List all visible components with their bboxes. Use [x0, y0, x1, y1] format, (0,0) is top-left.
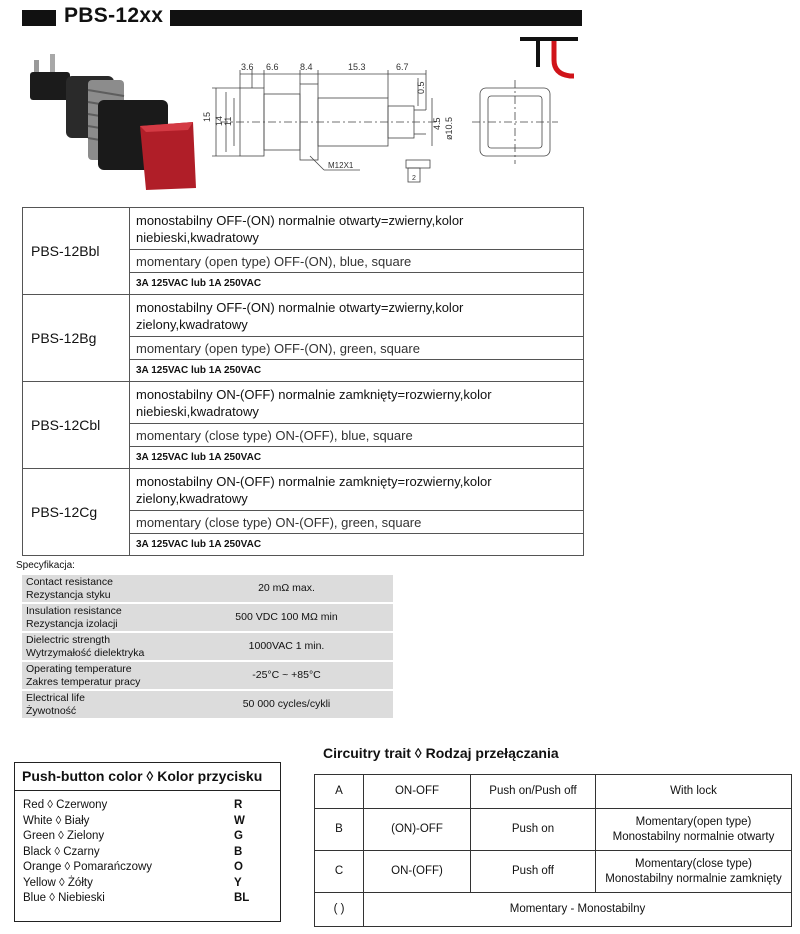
color-item — [23, 815, 273, 830]
dim-15-3: 15.3 — [348, 62, 366, 72]
model-rating: 3A 125VAC lub 1A 250VAC — [130, 360, 584, 382]
spec-param-pl: Rezystancja styku — [26, 588, 111, 601]
spec-value: 20 mΩ max. — [180, 575, 393, 603]
model-row — [23, 208, 584, 250]
circuitry-desc-line2: Monostabilny normalnie zamknięty — [605, 872, 782, 885]
color-item — [23, 846, 273, 861]
color-item — [23, 830, 273, 845]
dim-6-7: 6.7 — [396, 62, 409, 72]
dim-2: 2 — [412, 175, 416, 182]
model-rating: 3A 125VAC lub 1A 250VAC — [130, 447, 584, 469]
color-item — [23, 892, 273, 907]
model-desc-en: momentary (open type) OFF-(ON), green, square — [130, 337, 584, 360]
dim-6-6: 6.6 — [266, 62, 279, 72]
model-rating: 3A 125VAC lub 1A 250VAC — [130, 273, 584, 295]
color-name: Black ◊ Czarny — [23, 845, 100, 858]
model-desc-en: momentary (open type) OFF-(ON), blue, square — [130, 250, 584, 273]
model-row — [23, 469, 584, 511]
color-name: Blue ◊ Niebieski — [23, 892, 105, 904]
color-name: Green ◊ Zielony — [23, 830, 105, 842]
model-rating: 3A 125VAC lub 1A 250VAC — [130, 534, 584, 556]
thread-label: M12X1 — [328, 161, 354, 170]
circuitry-code: C — [315, 851, 364, 893]
circuitry-desc-line1: With lock — [670, 785, 717, 797]
circuitry-code: B — [315, 809, 364, 851]
color-item — [23, 861, 273, 876]
spec-param-pl: Rezystancja izolacji — [26, 617, 118, 630]
dim-11: 11 — [223, 116, 233, 126]
color-name: White ◊ Biały — [23, 814, 90, 827]
color-code: O — [234, 861, 243, 873]
dim-3-6: 3.6 — [241, 62, 254, 72]
circuitry-desc-line1: Momentary(close type) — [635, 857, 752, 870]
spec-param — [22, 575, 180, 603]
spec-row — [22, 603, 393, 632]
dim-8-4: 8.4 — [300, 62, 313, 72]
spec-param-en: Dielectric strength — [26, 633, 111, 646]
model-code: PBS-12Cg — [23, 469, 130, 556]
model-row — [23, 295, 584, 337]
spec-param-pl: Wytrzymałość dielektryka — [26, 646, 145, 659]
circuitry-title: Circuitry trait ◊ Rodzaj przełączania — [323, 745, 559, 761]
color-name: Orange ◊ Pomarańczowy — [23, 861, 153, 873]
color-code: B — [234, 845, 243, 858]
model-code: PBS-12Bg — [23, 295, 130, 382]
spec-table — [22, 575, 393, 720]
circuitry-row — [315, 851, 792, 893]
color-legend — [14, 762, 281, 922]
spec-param — [22, 661, 180, 690]
header-left-bar — [22, 10, 56, 26]
spec-value: 50 000 cycles/cykli — [180, 690, 393, 719]
spec-param-pl: Zakres temperatur pracy — [26, 675, 141, 688]
spec-param — [22, 690, 180, 719]
dim-0-5: 0.5 — [416, 81, 426, 94]
circuitry-state: ON-OFF — [364, 775, 471, 809]
header-right-bar — [170, 10, 582, 26]
spec-param-en: Electrical life — [26, 691, 85, 704]
circuitry-desc-line2: Monostabilny normalnie otwarty — [612, 830, 775, 843]
circuitry-action: Push on — [471, 809, 596, 851]
spec-param-pl: Żywotność — [26, 704, 77, 717]
color-legend-divider — [15, 790, 280, 791]
circuitry-desc — [596, 851, 792, 893]
circuitry-state: ON-(OFF) — [364, 851, 471, 893]
color-name: Red ◊ Czerwony — [23, 799, 108, 811]
color-name: Yellow ◊ Żółty — [23, 876, 93, 889]
circuitry-table — [314, 774, 792, 927]
spec-value: 500 VDC 100 MΩ min — [180, 603, 393, 632]
spec-row — [22, 661, 393, 690]
dim-15: 15 — [202, 111, 212, 122]
color-code: W — [234, 814, 245, 827]
model-row — [23, 382, 584, 424]
circuitry-desc-line1: Momentary(open type) — [635, 815, 752, 828]
model-desc-pl: monostabilny ON-(OFF) normalnie zamknięty=rozwierny,kolor zielony,kwadratowy — [130, 469, 584, 511]
dimension-drawing — [200, 58, 580, 198]
spec-param-en: Operating temperature — [26, 662, 132, 675]
circuitry-action: Push off — [471, 851, 596, 893]
color-item — [23, 877, 273, 892]
circuitry-row — [315, 809, 792, 851]
model-desc-en: momentary (close type) ON-(OFF), green, square — [130, 511, 584, 534]
page-title: PBS-12xx — [64, 4, 164, 27]
spec-param-en: Insulation resistance — [26, 604, 122, 617]
spec-row — [22, 690, 393, 719]
circuitry-desc: Momentary - Monostabilny — [364, 893, 792, 927]
model-code: PBS-12Bbl — [23, 208, 130, 295]
spec-value: 1000VAC 1 min. — [180, 632, 393, 661]
circuitry-action: Push on/Push off — [471, 775, 596, 809]
model-desc-pl: monostabilny OFF-(ON) normalnie otwarty=zwierny,kolor niebieski,kwadratowy — [130, 208, 584, 250]
circuitry-desc — [596, 775, 792, 809]
model-desc-en: momentary (close type) ON-(OFF), blue, square — [130, 424, 584, 447]
dim-14: 14 — [214, 115, 224, 126]
spec-param-en: Contact resistance — [26, 575, 113, 588]
spec-row — [22, 632, 393, 661]
model-desc-pl: monostabilny ON-(OFF) normalnie zamknięty=rozwierny,kolor niebieski,kwadratowy — [130, 382, 584, 424]
circuitry-code: ( ) — [315, 893, 364, 927]
color-code: R — [234, 799, 243, 811]
model-code: PBS-12Cbl — [23, 382, 130, 469]
spec-label: Specyfikacja: — [16, 560, 75, 571]
product-photo — [28, 50, 203, 198]
circuitry-row — [315, 893, 792, 927]
color-code: Y — [234, 876, 242, 889]
circuitry-row — [315, 775, 792, 809]
dim-4-5: 4.5 — [432, 117, 442, 130]
dim-dia-10-5: ø10.5 — [444, 116, 454, 140]
circuitry-state: (ON)-OFF — [364, 809, 471, 851]
spec-row — [22, 575, 393, 603]
color-legend-title: Push-button color ◊ Kolor przycisku — [22, 768, 263, 784]
models-table — [22, 207, 584, 556]
color-code: BL — [234, 892, 250, 904]
spec-value: -25°C ~ +85°C — [180, 661, 393, 690]
color-item — [23, 799, 273, 814]
spec-param — [22, 632, 180, 661]
circuitry-desc — [596, 809, 792, 851]
spec-param — [22, 603, 180, 632]
color-code: G — [234, 830, 243, 842]
circuitry-code: A — [315, 775, 364, 809]
model-desc-pl: monostabilny OFF-(ON) normalnie otwarty=zwierny,kolor zielony,kwadratowy — [130, 295, 584, 337]
